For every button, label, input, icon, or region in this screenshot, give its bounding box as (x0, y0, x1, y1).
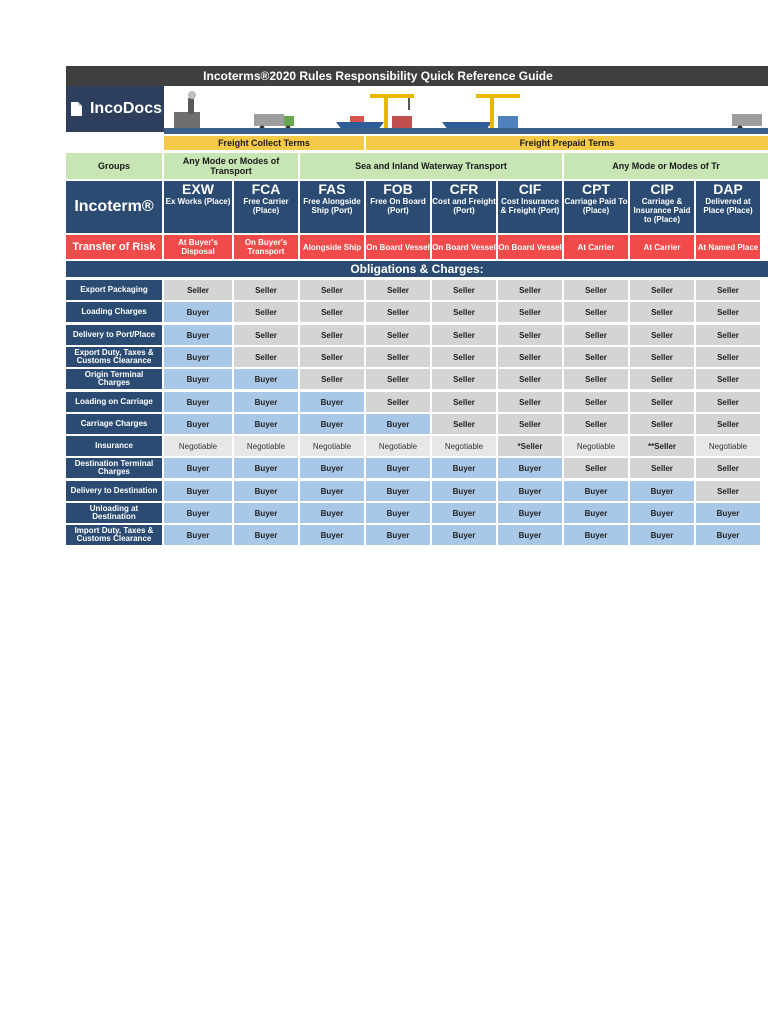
incoterm-description: Free Alongside Ship (Port) (303, 197, 361, 215)
table-cell: Seller (630, 414, 694, 434)
table-cell: Buyer (164, 392, 232, 412)
table-cell: Buyer (300, 392, 364, 412)
table-cell: Negotiable (366, 436, 430, 456)
row-label: Export Packaging (66, 280, 162, 300)
table-cell: Buyer (300, 481, 364, 501)
table-cell: Negotiable (164, 436, 232, 456)
table-cell: Seller (366, 280, 430, 300)
group-any-mode: Any Mode or Modes of Transport (164, 153, 298, 179)
table-cell: Buyer (498, 503, 562, 523)
table-cell: Seller (630, 347, 694, 367)
table-cell: Buyer (164, 347, 232, 367)
incoterm-fob (366, 181, 430, 233)
table-cell: Buyer (630, 525, 694, 545)
table-cell: Seller (432, 414, 496, 434)
table-cell: Seller (498, 414, 562, 434)
table-cell: Buyer (432, 481, 496, 501)
table-cell: Seller (234, 325, 298, 345)
table-cell: Seller (366, 392, 430, 412)
incoterms-sheet (66, 66, 768, 546)
risk-dap: At Named Place (696, 235, 760, 259)
incoterm-description: Cost Insurance & Freight (Port) (500, 197, 560, 215)
table-cell: Buyer (234, 392, 298, 412)
incoterm-description: Cost and Freight (Port) (432, 197, 496, 215)
table-cell: Buyer (498, 481, 562, 501)
table-cell: Seller (432, 369, 496, 389)
row-label: Unloading at Destination (66, 503, 162, 523)
table-cell: Buyer (366, 414, 430, 434)
freight-prepaid-header: Freight Prepaid Terms (366, 136, 768, 150)
group-any-mode-2: Any Mode or Modes of Tr (564, 153, 768, 179)
row-label: Delivery to Destination (66, 481, 162, 501)
table-cell: Seller (564, 414, 628, 434)
table-cell: Buyer (432, 458, 496, 478)
table-cell: Buyer (234, 481, 298, 501)
table-cell: Buyer (164, 325, 232, 345)
risk-fas: Alongside Ship (300, 235, 364, 259)
table-cell: Seller (432, 325, 496, 345)
table-cell: Buyer (432, 525, 496, 545)
risk-cip: At Carrier (630, 235, 694, 259)
table-cell: Buyer (234, 458, 298, 478)
table-cell: Seller (300, 280, 364, 300)
table-cell: Seller (234, 347, 298, 367)
incoterm-code: FAS (318, 181, 346, 197)
table-cell: Buyer (164, 503, 232, 523)
table-cell: Seller (300, 302, 364, 322)
table-cell: Seller (498, 369, 562, 389)
table-cell: Seller (630, 392, 694, 412)
table-cell: Seller (696, 302, 760, 322)
table-cell: Buyer (234, 369, 298, 389)
incoterm-dap (696, 181, 760, 233)
incoterm-fca (234, 181, 298, 233)
incoterm-description: Carriage Paid To (Place) (564, 197, 628, 215)
incoterm-code: EXW (182, 181, 214, 197)
row-label: Loading on Carriage (66, 392, 162, 412)
table-cell: Seller (432, 347, 496, 367)
obligations-header: Obligations & Charges: (66, 261, 768, 277)
group-sea-inland: Sea and Inland Waterway Transport (300, 153, 562, 179)
table-cell: Buyer (234, 503, 298, 523)
table-cell: Buyer (366, 458, 430, 478)
table-cell: Seller (432, 302, 496, 322)
title-bar (66, 66, 768, 86)
incoterm-code: CFR (449, 181, 479, 197)
table-cell: Buyer (696, 525, 760, 545)
table-cell: Buyer (498, 525, 562, 545)
table-cell: Seller (300, 369, 364, 389)
table-cell: Seller (564, 280, 628, 300)
incoterm-description: Ex Works (Place) (165, 197, 231, 206)
table-cell: Seller (696, 458, 760, 478)
incoterm-code: FCA (251, 181, 281, 197)
row-label: Loading Charges (66, 302, 162, 322)
table-cell: Buyer (164, 525, 232, 545)
incoterm-code: FOB (383, 181, 413, 197)
table-cell: Seller (432, 392, 496, 412)
table-cell: Seller (630, 302, 694, 322)
table-cell: Seller (300, 347, 364, 367)
incoterm-code: CIF (518, 181, 542, 197)
table-cell: Seller (696, 347, 760, 367)
table-cell: **Seller (630, 436, 694, 456)
table-cell: Seller (696, 414, 760, 434)
table-cell: Seller (696, 392, 760, 412)
incoterm-cip (630, 181, 694, 233)
incoterm-cpt (564, 181, 628, 233)
table-cell: Seller (630, 280, 694, 300)
table-cell: Seller (564, 347, 628, 367)
incoterm-cfr (432, 181, 496, 233)
incoterm-description: Free Carrier (Place) (243, 197, 289, 215)
table-cell: Seller (498, 302, 562, 322)
table-cell: Buyer (366, 525, 430, 545)
transfer-of-risk-label: Transfer of Risk (66, 235, 162, 259)
row-label: Destination Terminal Charges (66, 458, 162, 478)
incoterm-description: Delivered at Place (Place) (703, 197, 753, 215)
table-cell: Negotiable (696, 436, 760, 456)
table-cell: Seller (696, 481, 760, 501)
table-cell: Seller (696, 280, 760, 300)
table-cell: Seller (630, 458, 694, 478)
risk-fob: On Board Vessel (366, 235, 430, 259)
row-label: Export Duty, Taxes & Customs Clearance (66, 347, 162, 367)
table-cell: Buyer (432, 503, 496, 523)
table-cell: Seller (300, 325, 364, 345)
table-cell: Seller (366, 369, 430, 389)
table-cell: Buyer (164, 481, 232, 501)
table-cell: Negotiable (300, 436, 364, 456)
logo-text: IncoDocs (89, 100, 162, 117)
table-cell: Negotiable (234, 436, 298, 456)
table-cell: Seller (564, 369, 628, 389)
table-cell: Buyer (498, 458, 562, 478)
incoterm-label: Incoterm® (66, 181, 162, 233)
groups-label: Groups (66, 153, 162, 179)
risk-cpt: At Carrier (564, 235, 628, 259)
table-cell: Buyer (300, 458, 364, 478)
table-cell: Buyer (164, 302, 232, 322)
risk-fca: On Buyer's Transport (234, 235, 298, 259)
incoterm-code: DAP (713, 181, 743, 197)
table-cell: *Seller (498, 436, 562, 456)
table-cell: Seller (564, 302, 628, 322)
risk-cfr: On Board Vessel (432, 235, 496, 259)
table-cell: Seller (498, 280, 562, 300)
row-label: Carriage Charges (66, 414, 162, 434)
shipping-illustration (66, 86, 768, 134)
table-cell: Seller (630, 369, 694, 389)
table-cell: Buyer (164, 369, 232, 389)
table-cell: Seller (630, 325, 694, 345)
table-cell: Seller (564, 325, 628, 345)
table-cell: Buyer (300, 525, 364, 545)
incoterm-cif (498, 181, 562, 233)
table-cell: Buyer (564, 481, 628, 501)
table-cell: Buyer (630, 503, 694, 523)
row-label: Origin Terminal Charges (66, 369, 162, 389)
table-cell: Seller (234, 302, 298, 322)
document-icon (68, 101, 84, 117)
table-cell: Buyer (234, 525, 298, 545)
incoterm-code: CIP (650, 181, 674, 197)
row-label: Insurance (66, 436, 162, 456)
incoterm-code: CPT (582, 181, 610, 197)
table-cell: Buyer (564, 525, 628, 545)
table-cell: Seller (366, 302, 430, 322)
table-cell: Negotiable (564, 436, 628, 456)
table-cell: Seller (432, 280, 496, 300)
table-cell: Buyer (366, 503, 430, 523)
risk-exw: At Buyer's Disposal (164, 235, 232, 259)
table-cell: Buyer (164, 458, 232, 478)
table-cell: Seller (564, 458, 628, 478)
table-cell: Seller (498, 347, 562, 367)
table-cell: Buyer (696, 503, 760, 523)
table-cell: Seller (366, 347, 430, 367)
incoterm-exw (164, 181, 232, 233)
page-title: Incoterms®2020 Rules Responsibility Quick Reference Guide (203, 69, 553, 83)
table-cell: Seller (696, 369, 760, 389)
incoterm-description: Free On Board (Port) (370, 197, 426, 215)
table-cell: Negotiable (432, 436, 496, 456)
table-cell: Buyer (300, 503, 364, 523)
table-cell: Seller (564, 392, 628, 412)
incoterm-fas (300, 181, 364, 233)
table-cell: Seller (366, 325, 430, 345)
table-cell: Seller (498, 325, 562, 345)
incoterm-description: Carriage & Insurance Paid to (Place) (633, 197, 691, 224)
row-label: Delivery to Port/Place (66, 325, 162, 345)
table-cell: Buyer (366, 481, 430, 501)
table-cell: Seller (696, 325, 760, 345)
banner-strip (164, 128, 768, 134)
freight-collect-header: Freight Collect Terms (164, 136, 364, 150)
table-cell: Seller (164, 280, 232, 300)
table-cell: Buyer (564, 503, 628, 523)
incodocs-logo (66, 86, 164, 132)
table-cell: Seller (498, 392, 562, 412)
risk-cif: On Board Vessel (498, 235, 562, 259)
table-cell: Buyer (164, 414, 232, 434)
table-cell: Buyer (300, 414, 364, 434)
table-cell: Seller (234, 280, 298, 300)
table-cell: Buyer (630, 481, 694, 501)
row-label: Import Duty, Taxes & Customs Clearance (66, 525, 162, 545)
table-cell: Buyer (234, 414, 298, 434)
